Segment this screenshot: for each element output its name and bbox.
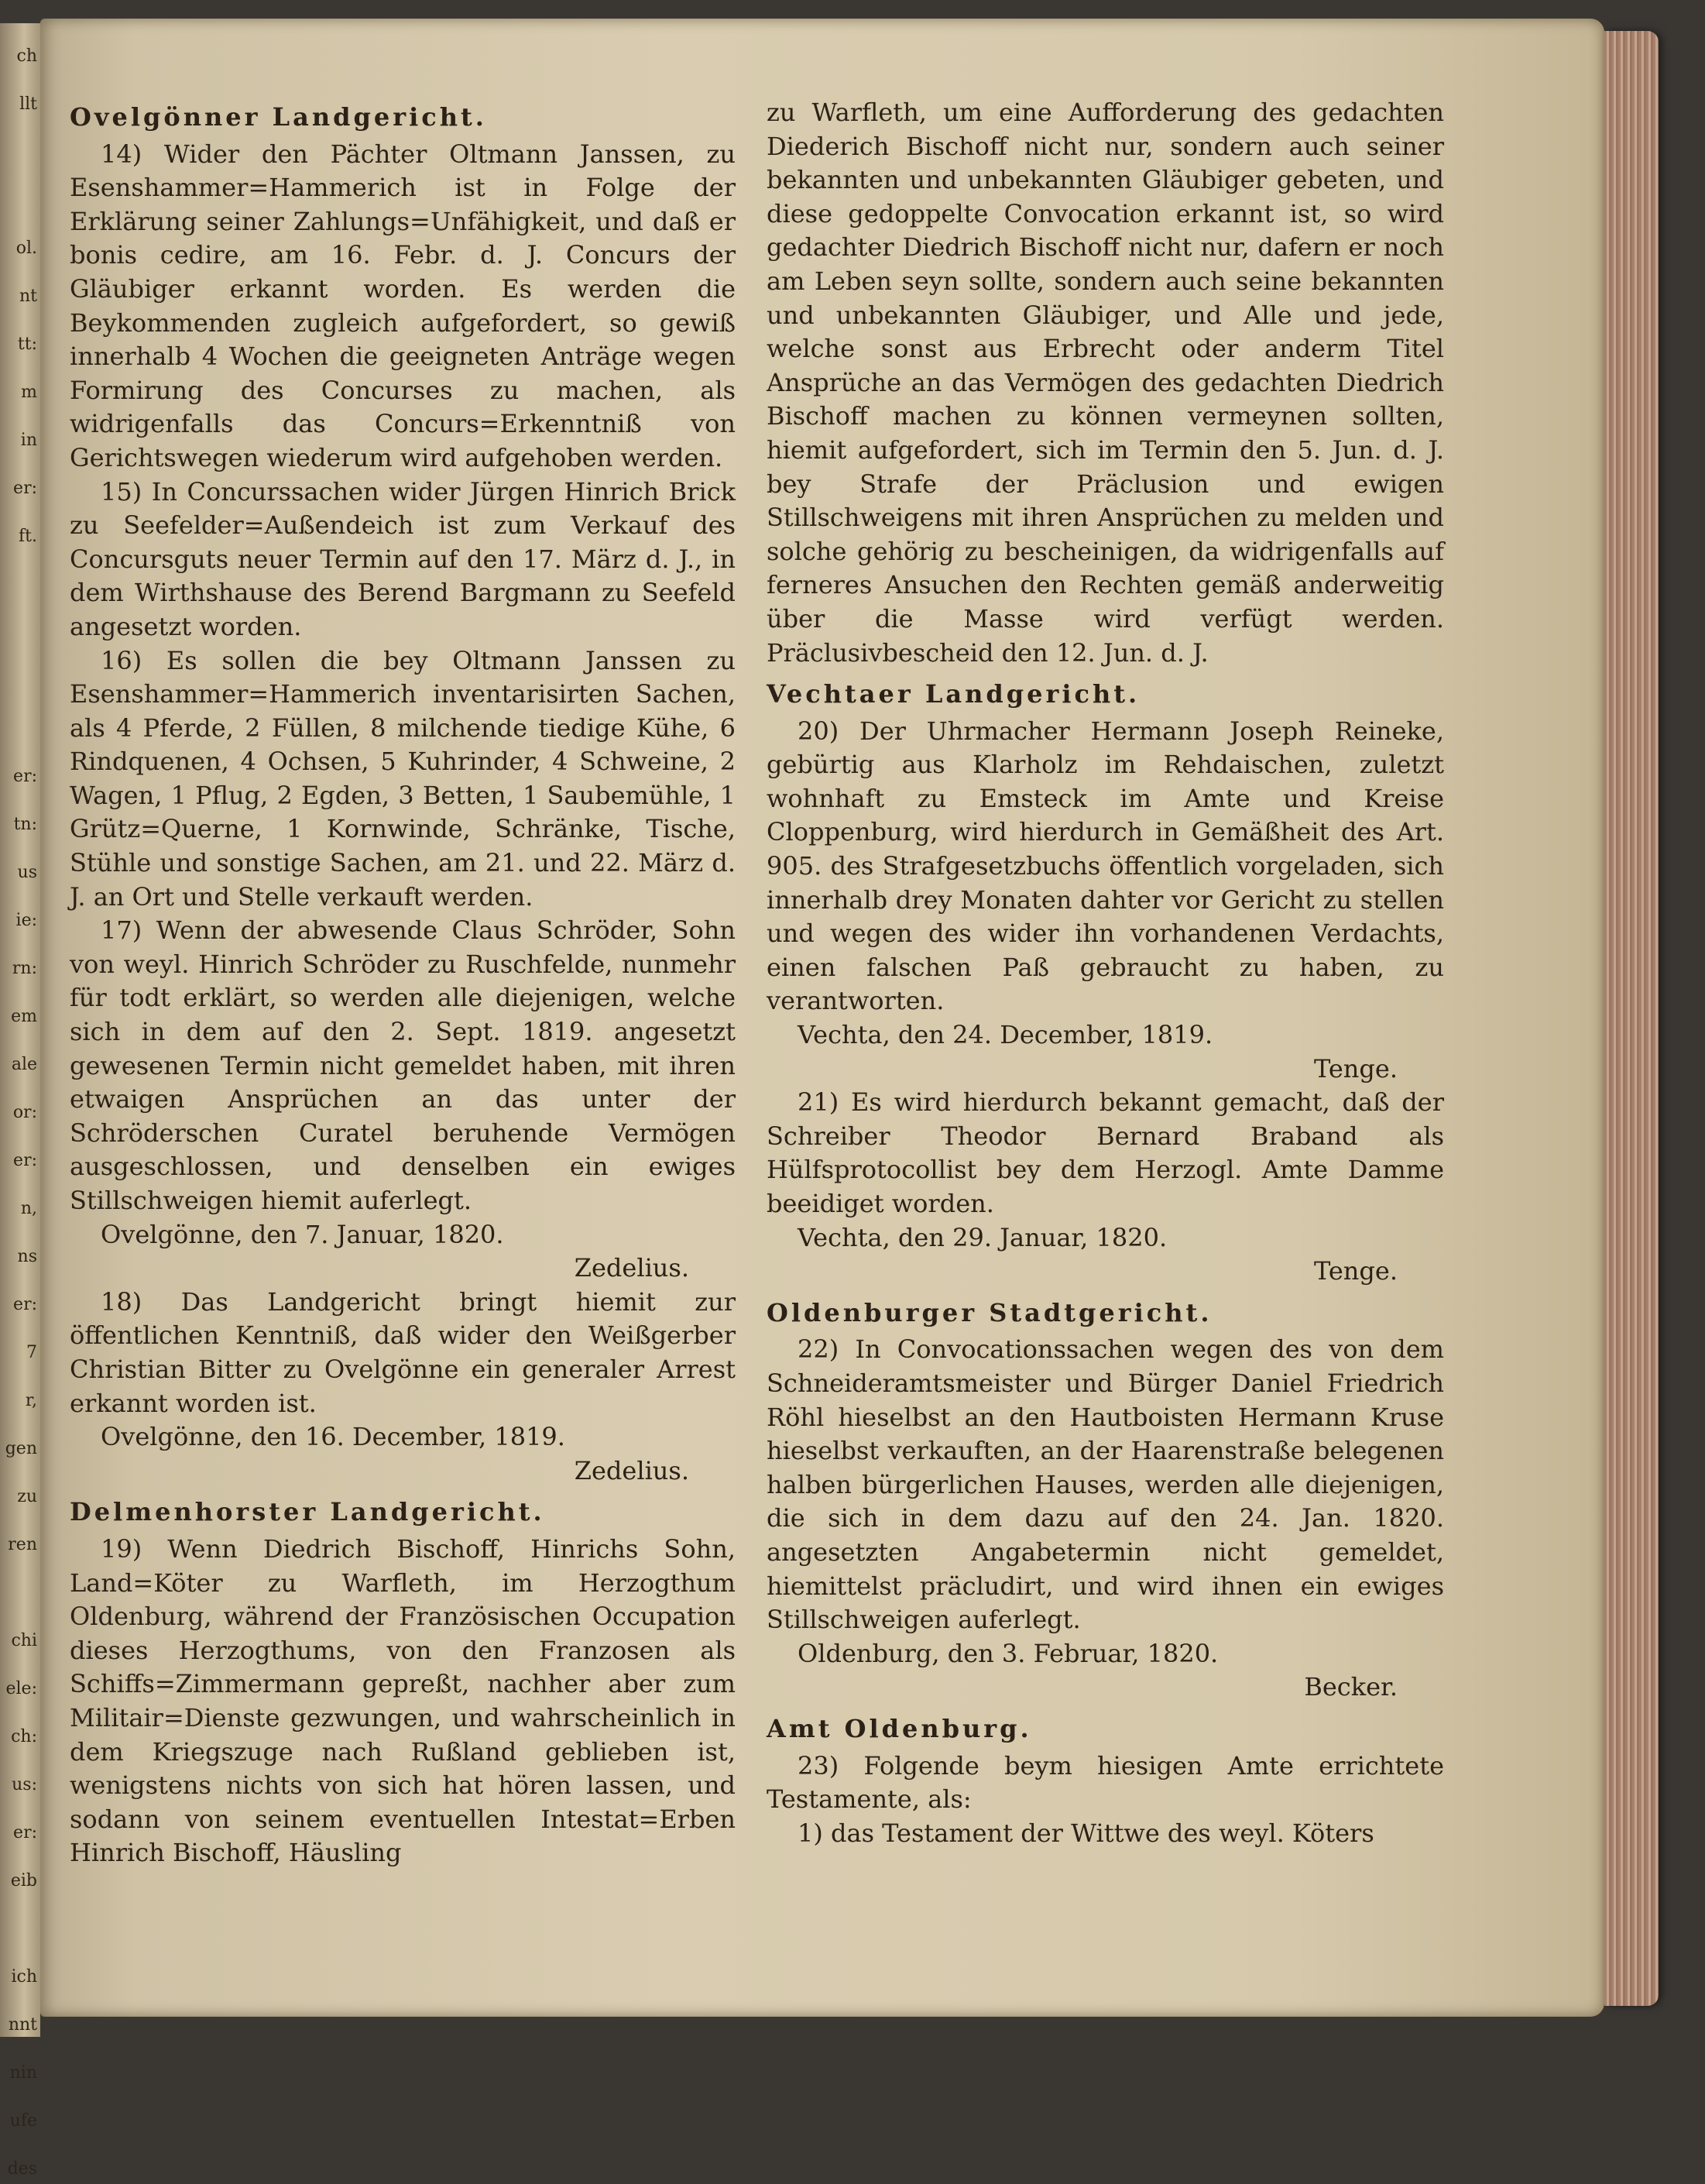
notice-18-signature: Zedelius. xyxy=(574,1455,689,1485)
previous-page-edge xyxy=(0,23,40,2179)
previous-page-fragment: er: xyxy=(13,767,37,786)
previous-page-fragment: nt xyxy=(19,287,37,306)
previous-page-fragment: or: xyxy=(12,1103,37,1122)
page-stack-edge xyxy=(1604,31,1659,2006)
notice-23-item-1: 1) das Testament der Wittwe des weyl. Köters xyxy=(798,1818,1374,1848)
previous-page-fragment: tn: xyxy=(13,815,37,834)
previous-page-fragment: nin xyxy=(9,2063,37,2083)
notice-19-continued: zu Warfleth, um eine Aufforderung des gedachten Diederich Bischoff nicht nur, sondern auch seiner bekannten und unbekannten Gläubiger gebeten, und diese gedoppelte Convocation erkannt ist, so wird gedachter Diedrich Bischoff nicht nur, dafern er noch am Leben seyn sollte, sondern auch seine bekannten und unbekannten Gläubiger, und Alle und jede, welche sonst aus Erbrecht oder anderm Titel Ansprüche an das Vermögen des gedachten Diedrich Bischoff machen zu können vermeynen sollten, hiemit aufgefordert, sich im Termin den 5. Jun. d. J. bey Strafe der Präclusion und ewigen Stillschweigens mit ihren Ansprüchen zu melden und solche gehörig zu bescheinigen, da widrigenfalls auf ferneres Ansuchen den Rechten gemäß anderweitig über die Masse wird verfügt werden. Präclusivbescheid den 12. Jun. d. J. xyxy=(767,98,1444,668)
previous-page-fragment xyxy=(0,618,40,647)
previous-page-fragment: ale xyxy=(11,1055,37,1074)
previous-page-fragment: ie: xyxy=(15,911,37,930)
previous-page-fragment: er: xyxy=(13,479,37,498)
notice-22-date: Oldenburg, den 3. Februar, 1820. xyxy=(798,1638,1219,1668)
previous-page-fragment: des xyxy=(7,2159,37,2179)
previous-page-fragment xyxy=(0,1914,40,1944)
previous-page-fragment xyxy=(0,1578,40,1608)
previous-page-fragment xyxy=(0,570,40,599)
previous-page-fragment: 7 xyxy=(26,1343,37,1362)
previous-page-fragment: ren xyxy=(8,1535,37,1554)
section-heading-amt-oldenburg: Amt Oldenburg. xyxy=(767,1713,1032,1743)
notice-15: 15) In Concurssachen wider Jürgen Hinrich Brick zu Seefelder=Außendeich ist zum Verkauf des Concursguts neuer Termin auf den 17. März d. J., in dem Wirthshause des Berend Bargmann zu Seefeld angesetzt worden. xyxy=(70,476,736,641)
section-heading-ovelgoenne: Ovelgönner Landgericht. xyxy=(70,102,487,132)
previous-page-fragment xyxy=(0,714,40,743)
previous-page-fragment: rn: xyxy=(12,959,37,978)
left-column xyxy=(70,93,736,1870)
section-heading-vechta: Vechtaer Landgericht. xyxy=(767,679,1141,709)
previous-page-fragment: n, xyxy=(20,1199,37,1218)
previous-page-fragment: ch xyxy=(16,46,37,66)
notice-18-date: Ovelgönne, den 16. December, 1819. xyxy=(101,1422,565,1452)
previous-page-fragment: er: xyxy=(13,1823,37,1842)
previous-page-fragment xyxy=(0,138,40,167)
section-heading-delmenhorst: Delmenhorster Landgericht. xyxy=(70,1497,545,1527)
previous-page-fragment: nnt xyxy=(8,2015,37,2035)
notice-21: 21) Es wird hierdurch bekannt gemacht, daß der Schreiber Theodor Bernard Braband als Hülfsprotocollist bey dem Herzogl. Amte Damme beeidiget worden. xyxy=(767,1087,1444,1218)
previous-page-fragment: chi xyxy=(11,1631,37,1650)
notice-17: 17) Wenn der abwesende Claus Schröder, Sohn von weyl. Hinrich Schröder zu Ruschfelde, nunmehr für todt erklärt, so werden alle diejenigen, welche sich in dem auf den 2. Sept. 1819. angesetzt gewesenen Termin nicht gemeldet haben, mit ihren etwaigen Ansprüchen an das unter der Schröderschen Curatel beruhende Vermögen ausgeschlossen, und denselben ein ewiges Stillschweigen hiemit auferlegt. xyxy=(70,915,736,1215)
notice-20-date: Vechta, den 24. December, 1819. xyxy=(798,1020,1213,1050)
previous-page-fragment: eib xyxy=(10,1871,37,1890)
previous-page-fragment xyxy=(0,666,40,695)
notice-20: 20) Der Uhrmacher Hermann Joseph Reineke, gebürtig aus Klarholz im Rehdaischen, zuletzt wohnhaft zu Emsteck im Amte und Kreise Cloppenburg, wird hierdurch in Gemäßheit des Art. 905. des Strafgesetzbuchs öffentlich vorgeladen, sich innerhalb drey Monaten dahter vor Gericht zu stellen und wegen des wider ihn vorhandenen Verdachts, einen falschen Paß gebraucht zu haben, zu verantworten. xyxy=(767,716,1444,1016)
notice-17-date: Ovelgönne, den 7. Januar, 1820. xyxy=(101,1219,504,1249)
previous-page-fragment: us xyxy=(17,863,37,882)
previous-page-fragment: r, xyxy=(25,1391,37,1410)
notice-23: 23) Folgende beym hiesigen Amte errichtete Testamente, als: xyxy=(767,1750,1444,1815)
notice-21-signature: Tenge. xyxy=(1314,1256,1398,1286)
previous-page-fragment: ch: xyxy=(11,1727,37,1746)
previous-page-fragment: tt: xyxy=(17,335,37,354)
right-column xyxy=(767,96,1444,1850)
previous-page-fragment: us: xyxy=(12,1775,37,1794)
previous-page-fragment: m xyxy=(21,383,37,402)
notice-17-signature: Zedelius. xyxy=(574,1253,689,1283)
notice-20-signature: Tenge. xyxy=(1314,1053,1398,1083)
notice-21-date: Vechta, den 29. Januar, 1820. xyxy=(798,1222,1168,1252)
notice-14: 14) Wider den Pächter Oltmann Janssen, zu Esenshammer=Hammerich ist in Folge der Erklärung seiner Zahlungs=Unfähigkeit, und daß er bonis cedire, am 16. Febr. d. J. Concurs der Gläubiger erkannt worden. Es werden die Beykommenden zugleich aufgefordert, so gewiß innerhalb 4 Wochen die geeigneten Anträge wegen Formirung des Concurses zu machen, als widrigenfalls das Concurs=Erkenntniß von Gerichtswegen wiederum wird aufgehoben werden. xyxy=(70,139,736,472)
notice-19: 19) Wenn Diedrich Bischoff, Hinrichs Sohn, Land=Köter zu Warfleth, im Herzogthum Oldenburg, während der Französischen Occupation dieses Herzogthums, von den Franzosen als Schiffs=Zimmermann gepreßt, nachher aber zum Militair=Dienste gezwungen, und wahrscheinlich in dem Kriegszuge nach Rußland geblieben ist, wenigstens nichts von sich hat hören lassen, und sodann von seinem eventuellen Intestat=Erben Hinrich Bischoff, Häusling xyxy=(70,1533,736,1868)
previous-page-fragment: gen xyxy=(5,1439,37,1458)
previous-page-fragment: er: xyxy=(13,1151,37,1170)
previous-page-fragment: ele: xyxy=(5,1679,37,1698)
notice-16: 16) Es sollen die bey Oltmann Janssen zu Esenshammer=Hammerich inventarisirten Sachen, als 4 Pferde, 2 Füllen, 8 milchende tiedige Kühe, 6 Rindquenen, 4 Ochsen, 5 Kuhrinder, 4 Schweine, 2 Wagen, 1 Pflug, 2 Egden, 3 Betten, 1 Saubemühle, 1 Grütz=Querne, 1 Kornwinde, Schränke, Tische, Stühle und sonstige Sachen, am 21. und 22. März d. J. an Ort und Stelle verkauft werden. xyxy=(70,645,736,912)
notice-22-signature: Becker. xyxy=(1304,1672,1398,1702)
previous-page-fragment: ns xyxy=(17,1247,37,1266)
previous-page-fragment: zu xyxy=(17,1487,37,1506)
previous-page-fragment: ufe xyxy=(9,2111,37,2131)
section-heading-oldenburg-stadt: Oldenburger Stadtgericht. xyxy=(767,1297,1213,1327)
notice-18: 18) Das Landgericht bringt hiemit zur öffentlichen Kenntniß, daß wider den Weißgerber Christian Bitter zu Ovelgönne ein generaler Arrest erkannt worden ist. xyxy=(70,1286,736,1418)
previous-page-fragment: em xyxy=(11,1007,37,1026)
previous-page-fragment: llt xyxy=(19,94,37,114)
previous-page-fragment xyxy=(0,186,40,215)
previous-page-fragment: ft. xyxy=(19,527,37,546)
previous-page-fragment: ol. xyxy=(15,239,37,258)
notice-22: 22) In Convocationssachen wegen des von dem Schneideramtsmeister und Bürger Daniel Friedrich Röhl hieselbst an den Hautboisten Hermann Kruse hieselbst verkauften, an der Haarenstraße belegenen halben bürgerlichen Hauses, werden alle diejenigen, die sich in dem dazu auf den 24. Jan. 1820. angesetzten Angabetermin nicht gemeldet, hiemittelst präcludirt, und wird ihnen ein ewiges Stillschweigen auferlegt. xyxy=(767,1334,1444,1635)
previous-page-fragment: in xyxy=(20,431,37,450)
previous-page-fragment: ich xyxy=(11,1967,37,1987)
previous-page-fragment: er: xyxy=(13,1295,37,1314)
